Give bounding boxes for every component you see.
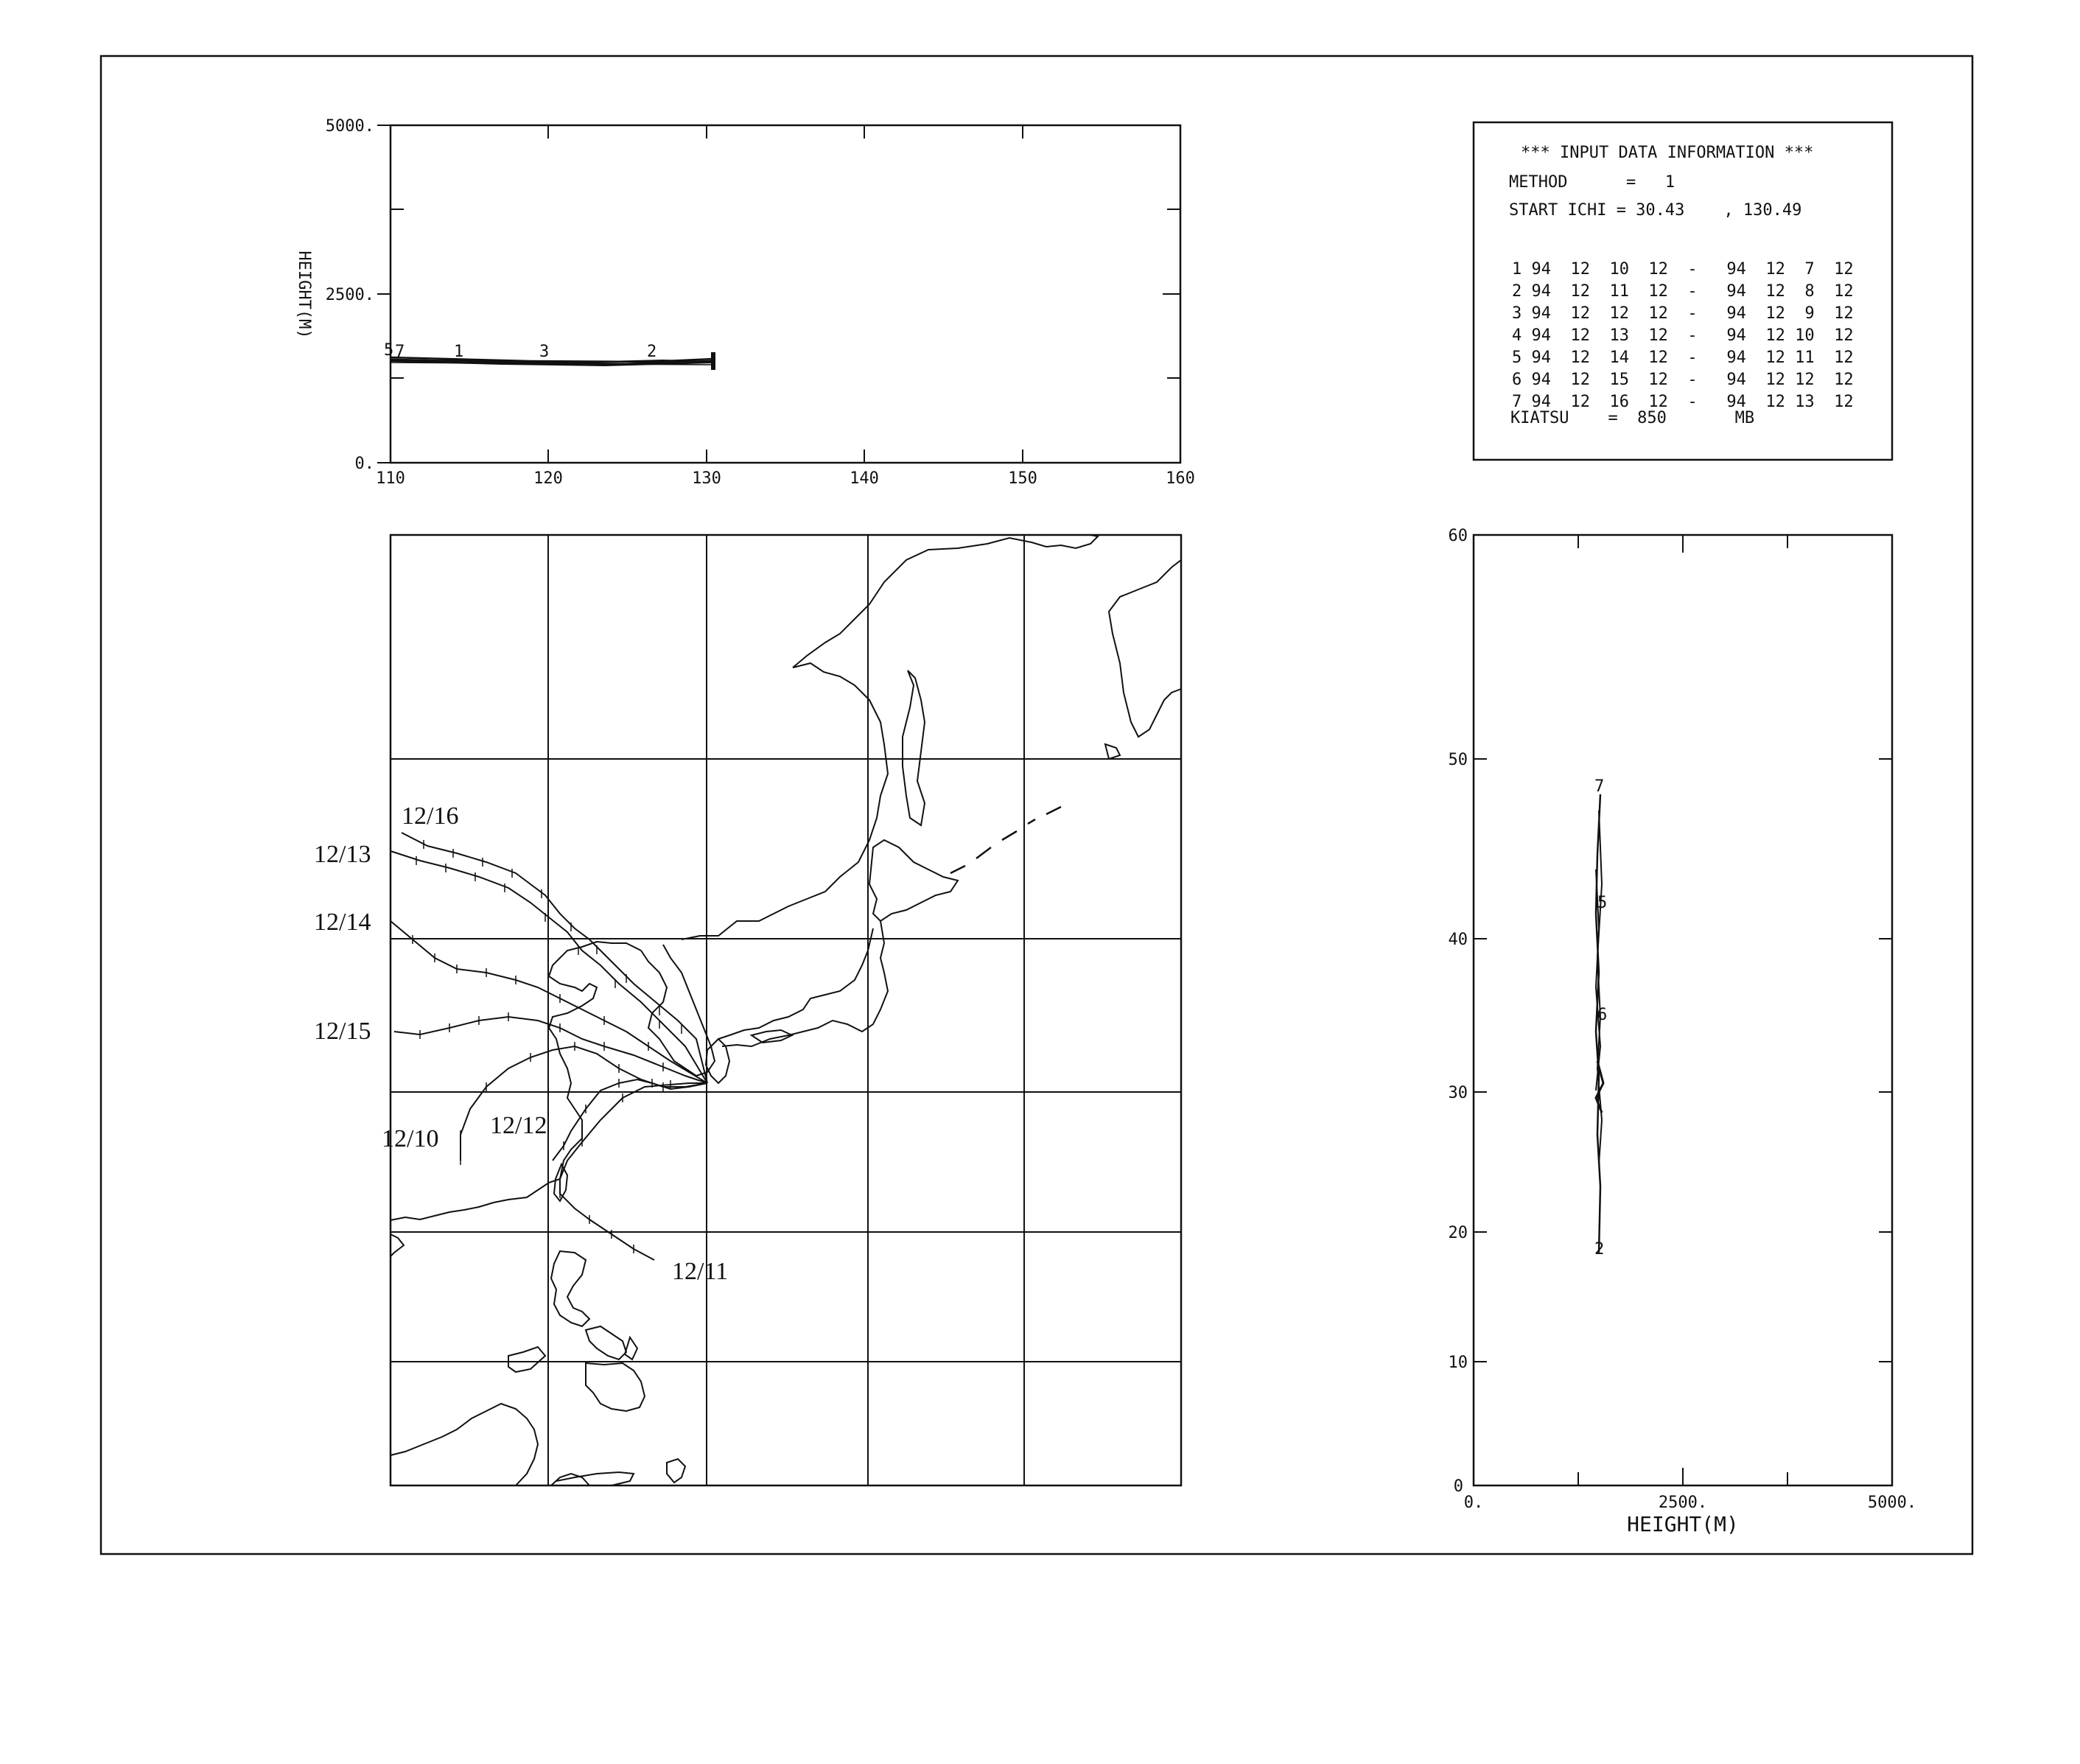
top-y-tick-5000: 5000. [325,117,374,136]
info-title: *** INPUT DATA INFORMATION *** [1521,144,1814,162]
trajectory-northeast-dashed [950,807,1061,873]
top-x-tick-130: 130 [692,469,721,488]
map-frame [391,535,1181,1485]
info-row-4: 4 94 12 13 12 - 94 12 10 12 [1512,326,1854,345]
right-y-tick-30: 30 [1448,1084,1468,1102]
top-y-tick-0: 0. [354,455,374,473]
info-row-3: 3 94 12 12 12 - 94 12 9 12 [1512,304,1854,323]
info-row-7: 7 94 12 16 12 - 94 12 13 12 [1512,393,1854,411]
right-x-axis-title: HEIGHT(M) [1627,1512,1739,1536]
right-traj-label-7: 7 [1594,777,1605,796]
date-label-12-12: 12/12 [490,1112,547,1139]
info-row-2: 2 94 12 11 12 - 94 12 8 12 [1512,282,1854,301]
top-traj-label-7: 7 [395,343,405,361]
top-x-tick-120: 120 [533,469,563,488]
right-y-tick-0: 0 [1453,1477,1463,1496]
right-panel-frame [1474,535,1892,1485]
top-x-tick-150: 150 [1008,469,1037,488]
top-x-tick-110: 110 [376,469,405,488]
trajectory-12-16 [402,833,707,1083]
right-y-tick-10: 10 [1448,1354,1468,1372]
map-grid [391,535,1181,1485]
date-label-12-14: 12/14 [314,909,371,936]
right-y-tick-20: 20 [1448,1224,1468,1242]
outer-frame [101,56,1972,1554]
info-method: METHOD = 1 [1509,173,1675,192]
top-traj-label-2: 2 [647,343,657,361]
right-traj-label-6: 6 [1597,1006,1608,1024]
right-x-tick-2500: 2500. [1658,1494,1708,1512]
right-traj-label-5: 5 [1597,894,1608,912]
right-y-tick-40: 40 [1448,931,1468,949]
top-x-tick-140: 140 [850,469,879,488]
right-y-tick-50: 50 [1448,751,1468,769]
info-start: START ICHI = 30.43 , 130.49 [1509,201,1802,220]
info-row-1: 1 94 12 10 12 - 94 12 7 12 [1512,260,1854,279]
date-label-12-10: 12/10 [382,1125,439,1152]
date-label-12-11: 12/11 [672,1258,729,1285]
info-kiatsu: KIATSU = 850 MB [1510,409,1755,427]
trajectory-12-11 [560,1083,707,1260]
height-longitude-panel [295,117,1195,488]
top-traj-label-1: 1 [454,343,464,361]
top-traj-label-5: 5 [384,341,394,360]
top-panel-frame [391,125,1180,463]
right-x-tick-5000: 5000. [1867,1494,1917,1512]
right-x-tick-0: 0. [1463,1494,1484,1512]
date-label-12-16: 12/16 [402,802,459,830]
top-x-tick-160: 160 [1166,469,1195,488]
trajectory-12-10 [461,1046,707,1161]
input-data-info-box [1474,122,1892,460]
trajectory-map-panel [314,535,1181,1485]
info-row-5: 5 94 12 14 12 - 94 12 11 12 [1512,349,1854,367]
top-y-tick-2500: 2500. [325,286,374,304]
date-label-12-13: 12/13 [314,841,371,868]
date-label-12-15: 12/15 [314,1018,371,1045]
right-panel-ticks [1474,535,1892,1485]
right-y-tick-60: 60 [1448,527,1468,545]
top-trajectory-band [391,352,713,370]
trajectory-markers [413,840,682,1253]
top-traj-label-3: 3 [539,343,550,361]
latitude-height-panel [1449,527,1917,1536]
coastlines [391,535,1181,1485]
trajectories [391,807,1061,1260]
right-traj-label-2: 2 [1594,1240,1605,1259]
top-y-axis-title: HEIGHT(M) [295,251,313,339]
info-row-6: 6 94 12 15 12 - 94 12 12 12 [1512,371,1854,389]
